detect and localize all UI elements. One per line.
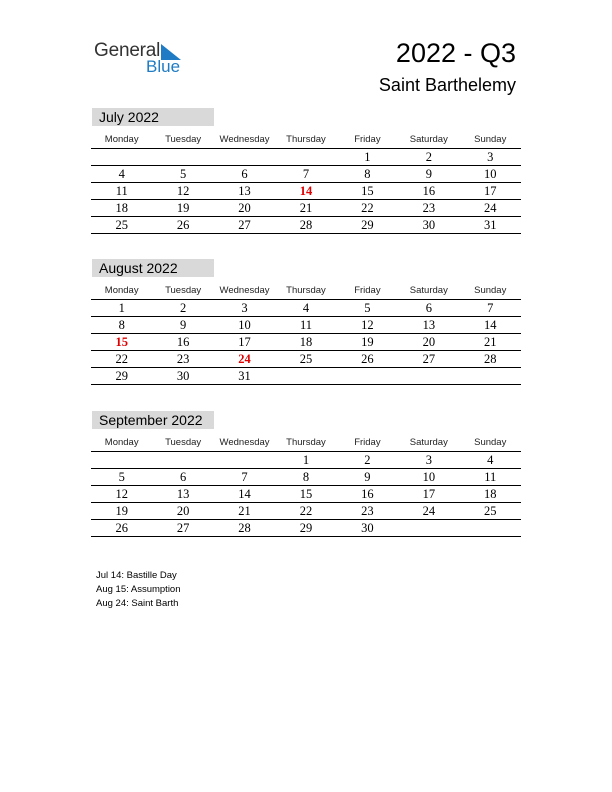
day-cell: 23 [422,201,436,215]
day-cell: 8 [302,470,310,484]
weekday-label: Thursday [286,437,326,448]
empty-day-cell [398,368,459,384]
month-calendar [91,411,521,537]
weekday-header-row [91,131,521,149]
day-cell: 28 [238,521,251,535]
day-cell: 19 [361,335,374,349]
day-cell: 2 [425,150,432,164]
day-cell: 27 [238,218,251,232]
week-row [91,486,521,503]
day-cell: 18 [115,201,128,215]
day-cell: 30 [176,369,190,383]
weekday-label: Saturday [409,134,448,145]
week-row [91,200,521,217]
day-cell: 16 [361,487,374,501]
holiday-list [96,569,181,611]
day-cell: 14 [238,487,251,501]
weekday-label: Tuesday [165,437,202,448]
day-cell: 25 [115,218,128,232]
weekday-label: Monday [104,285,139,296]
month-name: August 2022 [92,259,214,277]
day-cell: 23 [361,504,374,518]
day-cell: 14 [483,318,497,332]
week-row [91,469,521,486]
page-title: 2022 - Q3 [395,38,516,68]
weekday-header-row [91,434,521,452]
month-calendar [91,259,521,385]
day-cell: 18 [483,487,497,501]
weekday-label: Thursday [286,285,326,296]
day-cell: 16 [422,184,436,198]
week-row [91,300,521,317]
weekday-label: Wednesday [219,134,270,145]
day-cell: 7 [487,301,494,315]
day-cell: 23 [176,352,190,366]
week-row [91,351,521,368]
day-cell: 19 [115,504,128,518]
empty-day-cell [214,452,275,468]
day-cell: 11 [299,318,312,332]
day-cell: 1 [302,453,310,467]
day-cell: 31 [483,218,497,232]
day-cell: 26 [176,218,190,232]
empty-day-cell [460,520,521,536]
day-cell: 30 [361,521,374,535]
day-cell: 17 [238,335,251,349]
day-cell: 3 [425,453,432,467]
day-cell: 29 [299,521,313,535]
day-cell: 20 [238,201,251,215]
holiday-note: Aug 24: Saint Barth [96,598,179,609]
week-row [91,317,521,334]
weekday-label: Thursday [286,134,326,145]
region-subtitle: Saint Barthelemy [378,75,516,95]
day-cell: 24 [238,352,251,366]
week-row [91,334,521,351]
day-cell: 10 [238,318,251,332]
weekday-label: Monday [104,437,139,448]
day-cell: 31 [238,369,251,383]
day-cell: 6 [425,301,432,315]
weekday-header-row [91,282,521,300]
empty-day-cell [275,368,336,384]
weekday-label: Monday [104,134,139,145]
day-cell: 27 [176,521,190,535]
weekday-label: Tuesday [165,134,202,145]
month-calendar [91,108,521,234]
day-cell: 3 [241,301,248,315]
day-cell: 3 [487,150,494,164]
month-name: September 2022 [92,411,214,429]
day-cell: 21 [299,201,313,215]
day-cell: 7 [302,167,310,181]
day-cell: 22 [115,352,128,366]
day-cell: 24 [483,201,497,215]
day-cell: 5 [180,167,187,181]
day-cell: 9 [364,470,371,484]
day-cell: 16 [176,335,190,349]
day-cell: 5 [364,301,371,315]
day-cell: 18 [299,335,313,349]
day-cell: 22 [299,504,313,518]
holiday-note: Aug 15: Assumption [96,584,181,595]
empty-day-cell [460,368,521,384]
day-cell: 15 [299,487,313,501]
day-cell: 12 [361,318,374,332]
day-cell: 22 [361,201,374,215]
weekday-label: Saturday [409,437,448,448]
month-name: July 2022 [92,108,214,126]
generalblue-logo [94,40,194,80]
day-cell: 26 [361,352,374,366]
day-cell: 1 [118,301,125,315]
empty-day-cell [398,520,459,536]
weekday-label: Tuesday [165,285,202,296]
day-cell: 13 [176,487,190,501]
day-cell: 10 [422,470,436,484]
day-cell: 21 [483,335,497,349]
weekday-label: Wednesday [219,285,270,296]
empty-day-cell [91,149,152,165]
logo-word-blue: Blue [146,57,181,76]
day-cell: 11 [115,184,128,198]
day-cell: 24 [422,504,436,518]
day-cell: 7 [241,470,248,484]
week-row [91,368,521,385]
day-cell: 6 [180,470,187,484]
weekday-label: Friday [354,285,381,296]
holiday-note: Jul 14: Bastille Day [96,570,177,581]
weekday-label: Friday [354,437,381,448]
day-cell: 29 [115,369,128,383]
day-cell: 15 [115,335,128,349]
day-cell: 25 [299,352,313,366]
weekday-label: Saturday [409,285,448,296]
day-cell: 20 [422,335,436,349]
day-cell: 11 [484,470,497,484]
empty-day-cell [214,149,275,165]
day-cell: 2 [180,301,187,315]
day-cell: 9 [180,318,187,332]
day-cell: 10 [483,167,497,181]
day-cell: 20 [176,504,190,518]
day-cell: 9 [425,167,432,181]
day-cell: 28 [483,352,497,366]
week-row [91,183,521,200]
empty-day-cell [152,452,213,468]
week-row [91,166,521,183]
day-cell: 29 [361,218,374,232]
day-cell: 6 [241,167,248,181]
day-cell: 8 [364,167,371,181]
day-cell: 12 [176,184,190,198]
day-cell: 25 [483,504,497,518]
empty-day-cell [275,149,336,165]
week-row [91,520,521,537]
day-cell: 28 [299,218,313,232]
day-cell: 5 [118,470,125,484]
weekday-label: Sunday [474,285,507,296]
day-cell: 4 [487,453,494,467]
week-row [91,452,521,469]
day-cell: 12 [115,487,128,501]
day-cell: 19 [176,201,190,215]
day-cell: 1 [364,150,371,164]
week-row [91,149,521,166]
day-cell: 26 [115,521,128,535]
day-cell: 30 [422,218,436,232]
weekday-label: Sunday [474,134,507,145]
logo-word-general: General [94,40,161,61]
empty-day-cell [152,149,213,165]
day-cell: 2 [364,453,371,467]
week-row [91,217,521,234]
day-cell: 13 [238,184,251,198]
day-cell: 4 [118,167,125,181]
day-cell: 21 [238,504,251,518]
day-cell: 15 [361,184,374,198]
weekday-label: Wednesday [219,437,270,448]
empty-day-cell [337,368,398,384]
weekday-label: Friday [354,134,381,145]
week-row [91,503,521,520]
day-cell: 4 [302,301,310,315]
empty-day-cell [91,452,152,468]
day-cell: 17 [422,487,436,501]
day-cell: 13 [422,318,436,332]
day-cell: 17 [483,184,497,198]
weekday-label: Sunday [474,437,507,448]
day-cell: 27 [422,352,436,366]
day-cell: 8 [118,318,125,332]
day-cell: 14 [299,184,313,198]
